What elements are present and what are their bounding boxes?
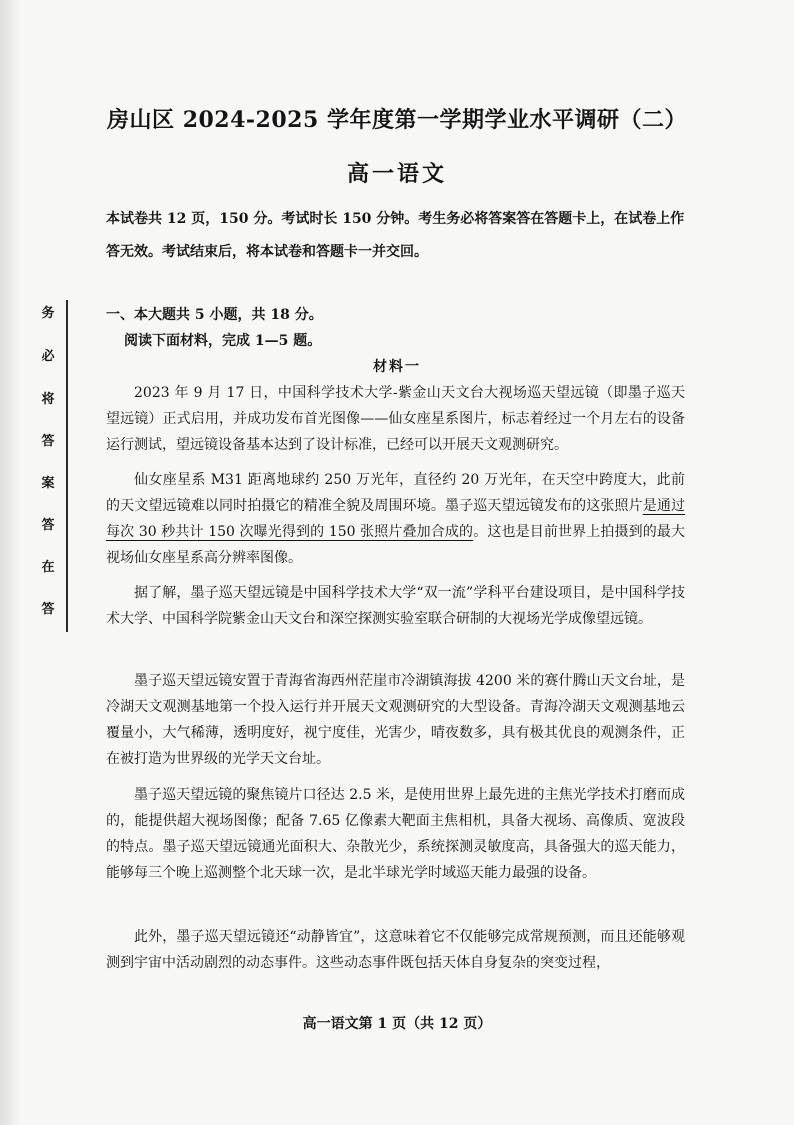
- paragraph-2-text: 。这也是目前世界上拍摄到的最大视场仙女座星系高分辨率图像。: [106, 524, 685, 566]
- material-title: 材料一: [373, 359, 421, 375]
- exam-notice: 本试卷共 12 页，150 分。考试时长 150 分钟。考生务必将答案答在答题卡上，在试卷上作答无效。考试结束后，将本试卷和答题卡一并交回。: [106, 211, 685, 260]
- paragraph-2: [106, 467, 685, 571]
- binding-char: 案: [41, 476, 55, 491]
- subject-title: 高一语文: [346, 161, 447, 187]
- section-instruction: 阅读下面材料，完成 1—5 题。: [124, 333, 322, 349]
- page-footer: 高一语文第 1 页（共 12 页）: [302, 1016, 492, 1032]
- exam-title: 房山区 2024-2025 学年度第一学期学业水平调研（二）: [107, 107, 687, 133]
- paragraph-2-text: 仙女座星系 M31 距离地球约 250 万光年，直径约 20 万光年，在天空中跨度大，此前的天文望远镜难以同时拍摄它的精准全貌及周围环境。墨子巡天望远镜发布的这张照片: [106, 472, 685, 514]
- paragraph-3: 据了解，墨子巡天望远镜是中国科学技术大学“双一流”学科平台建设项目，是中国科学技术大学、中国科学院紫金山天文台和深空探测实验室联合研制的大视场光学成像望远镜。: [106, 585, 685, 627]
- paragraph-5: 墨子巡天望远镜的聚焦镜片口径达 2.5 米，是使用世界上最先进的主焦光学技术打磨而成的，能提供超大视场图像；配备 7.65 亿像素大靶面主焦相机，具备大视场、高像质、宽波段的特点。墨子巡天望远镜通光面积大、杂散光少，系统探测灵敏度高，具备强大的巡天能力，能够每三个晚上巡测整个北天球一次，是北半球光学时域巡天能力最强的设备。: [106, 787, 685, 881]
- binding-char: 在: [41, 560, 55, 575]
- paragraph-6: 此外，墨子巡天望远镜还“动静皆宜”，这意味着它不仅能够完成常规预测，而且还能够观测到宇宙中活动剧烈的动态事件。这些动态事件既包括天体自身复杂的突变过程，: [106, 929, 685, 971]
- binding-char: 务: [41, 306, 55, 321]
- paragraph-4: 墨子巡天望远镜安置于青海省海西州茫崖市冷湖镇海拔 4200 米的赛什腾山天文台址，是冷湖天文观测基地第一个投入运行并开展天文观测研究的大型设备。青海冷湖天文观测基地云覆量小，大气稀薄，透明度好，视宁度佳，光害少，晴夜数多，具有极其优良的观测条件，正在被打造为世界级的光学天文台址。: [106, 673, 685, 767]
- section-title: 一、本大题共 5 小题，共 18 分。: [106, 307, 323, 323]
- underlined-sentence: 是通过每次 30 秒共计 150 次曝光得到的 150 张照片叠加合成的: [106, 498, 685, 540]
- binding-char: 将: [41, 392, 55, 407]
- binding-char: 答: [41, 602, 55, 617]
- binding-char: 答: [41, 434, 55, 449]
- binding-line: [66, 300, 68, 632]
- binding-char: 答: [41, 518, 55, 533]
- binding-char: 必: [41, 349, 55, 364]
- paragraph-1: 2023 年 9 月 17 日，中国科学技术大学-紫金山天文台大视场巡天望远镜（即墨子巡天望远镜）正式启用，并成功发布首光图像——仙女座星系图片，标志着经过一个月左右的设备运行测试，望远镜设备基本达到了设计标准，已经可以开展天文观测研究。: [106, 385, 685, 453]
